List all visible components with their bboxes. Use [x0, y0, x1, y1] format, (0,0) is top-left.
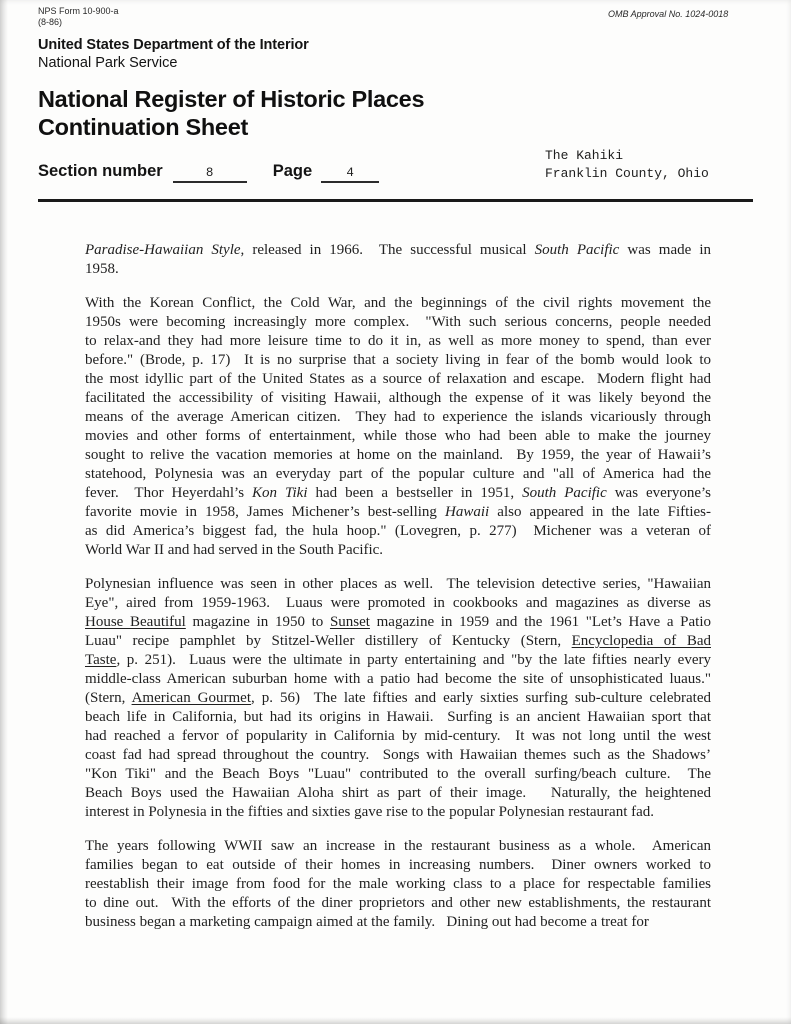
text-line [85, 803, 711, 822]
text-line [85, 503, 711, 522]
body-text-segment: as did America’s biggest fad, the hula hoop." (Lovegren, p. 277) Michener was a veteran of [85, 523, 711, 539]
text-line [85, 522, 711, 541]
body-text-segment: was everyone’s [606, 485, 711, 501]
body-text-segment: statehood, Polynesia was an everyday part of the popular culture and "all of America had the [85, 466, 711, 482]
text-line [85, 484, 711, 503]
document-title-line2: Continuation Sheet [38, 114, 249, 140]
body-text-segment: facilitated the accessibility of visiting Hawaii, although the expense of it was likely beyond the [85, 390, 711, 406]
text-line [85, 727, 711, 746]
body-text-segment: magazine in 1950 to [185, 614, 330, 630]
text-line [85, 427, 711, 446]
text-line [85, 294, 711, 313]
body-text-segment: coast fad had spread throughout the country. Songs with Hawaiian themes such as the Shadows’ [85, 747, 711, 763]
body-text-segment: means of the average American citizen. They had to experience the islands vicariously through [85, 409, 711, 425]
text-line [85, 313, 711, 332]
italic-text: Paradise-Hawaiian Style [85, 242, 241, 258]
body-text-segment: Polynesian influence was seen in other places as well. The television detective series, "Hawaiian [85, 576, 711, 592]
body-text-segment: movies and other forms of entertainment, while those who had been able to make the journey [85, 428, 711, 444]
text-line [85, 351, 711, 370]
text-line [85, 913, 711, 932]
text-line [85, 856, 711, 875]
form-number: NPS Form 10-900-a [38, 6, 119, 16]
agency-subtitle: National Park Service [38, 55, 178, 71]
body-text-segment: magazine in 1959 and the 1961 "Let’s Have a Patio [369, 614, 711, 630]
body-text-segment: business began a marketing campaign aimed at the family. Dining out had become a treat for [85, 914, 649, 930]
body-text-segment: 1950s were becoming increasingly more complex. "With such serious concerns, people needed [85, 314, 711, 330]
body-text-segment: sought to relive the vacation memories at home on the mainland. By 1959, the year of Hawaii’s [85, 447, 711, 463]
text-line [85, 875, 711, 894]
body-text-segment: reestablish their image from food for the male working class to a place for respectable families [85, 876, 711, 892]
form-revision: (8-86) [38, 17, 63, 27]
text-line [85, 613, 711, 632]
property-name: The Kahiki [545, 148, 624, 163]
document-title-line1: National Register of Historic Places [38, 86, 425, 112]
body-text-segment: had been a bestseller in 1951, [307, 485, 523, 501]
text-line [85, 446, 711, 465]
body-text-segment: families began to eat outside of their homes in increasing numbers. Diner owners worked to [85, 857, 711, 873]
text-line [85, 894, 711, 913]
omb-approval: OMB Approval No. 1024-0018 [608, 9, 729, 19]
text-line [85, 260, 711, 279]
italic-text: Hawaii [445, 504, 490, 520]
body-text-segment: before." (Brode, p. 17) It is no surprise that a society living in fear of the bomb would look to [85, 352, 711, 368]
body-text-segment: Beach Boys used the Hawaiian Aloha shirt as part of their image. Naturally, the heightened [85, 785, 711, 801]
text-line [85, 332, 711, 351]
text-line [85, 541, 711, 560]
underlined-text: Taste [85, 652, 117, 668]
underlined-text: House Beautiful [85, 614, 186, 630]
text-line [85, 651, 711, 670]
text-line [85, 408, 711, 427]
body-text-segment: , p. 56) The late fifties and early sixties surfing sub-culture celebrated [251, 690, 711, 706]
underlined-text: American Gourmet [131, 690, 251, 706]
italic-text: Kon Tiki [252, 485, 308, 501]
underlined-text: Encyclopedia of Bad [571, 633, 711, 649]
body-text-segment: 1958. [85, 261, 119, 277]
paragraph [85, 837, 711, 932]
italic-text: South Pacific [534, 242, 620, 258]
property-identification [545, 147, 709, 182]
body-text-segment: , p. 251). Luaus were the ultimate in party entertaining and "by the late fifties nearly every [116, 652, 711, 668]
body-text-segment: "Kon Tiki" and the Beach Boys "Luau" contributed to the overall surfing/beach culture. The [85, 766, 711, 782]
body-text-segment: to dine out. With the efforts of the diner proprietors and other new establishments, the restaurant [85, 895, 711, 911]
section-number-field: 8 [173, 166, 247, 183]
property-location: Franklin County, Ohio [545, 165, 709, 181]
section-number-label: Section number [38, 162, 163, 180]
body-text-segment: The years following WWII saw an increase in the restaurant business as a whole. American [85, 838, 711, 854]
document-body [85, 241, 711, 947]
agency-name: United States Department of the Interior [38, 37, 309, 53]
body-text-segment: interest in Polynesia in the fifties and sixties gave rise to the popular Polynesian restaurant fad. [85, 804, 655, 820]
document-title [38, 85, 424, 141]
body-text-segment: was made in [619, 242, 712, 258]
text-line [85, 575, 711, 594]
text-line [85, 670, 711, 689]
paragraph [85, 241, 711, 279]
paragraph [85, 294, 711, 560]
body-text-segment: had reached a fervor of popularity in California by mid-century. It was not long until the west [85, 728, 711, 744]
body-text-segment: With the Korean Conflict, the Cold War, and the beginnings of the civil rights movement the [85, 295, 711, 311]
text-line [85, 370, 711, 389]
body-text-segment: also appeared in the late Fifties- [489, 504, 711, 520]
body-text-segment: middle-class American suburban home with a patio had become the site of unsophisticated luaus." [85, 671, 711, 687]
body-text-segment: fever. Thor Heyerdahl’s [85, 485, 253, 501]
body-text-segment: (Stern, [85, 690, 132, 706]
form-number-block [38, 6, 119, 28]
page-number-field: 4 [321, 166, 379, 183]
body-text-segment: the most idyllic part of the United States as a source of relaxation and escape. Modern flight had [85, 371, 711, 387]
italic-text: South Pacific [522, 485, 607, 501]
text-line [85, 389, 711, 408]
text-line [85, 746, 711, 765]
body-text-segment: , released in 1966. The successful musical [240, 242, 535, 258]
underlined-text: Sunset [329, 614, 370, 630]
body-text-segment: beach life in California, but had its origins in Hawaii. Surfing is an ancient Hawaiian sport that [85, 709, 711, 725]
text-line [85, 765, 711, 784]
body-text-segment: World War II and had served in the South Pacific. [85, 542, 384, 558]
header-divider-rule [38, 199, 753, 202]
body-text-segment: Eye", aired from 1959-1963. Luaus were promoted in cookbooks and magazines as diverse as [85, 595, 711, 611]
text-line [85, 837, 711, 856]
text-line [85, 708, 711, 727]
section-page-row [38, 162, 379, 183]
body-text-segment: to relax-and they had more leisure time to do it in, as well as more money to spend, than ever [85, 333, 711, 349]
page-label: Page [272, 162, 313, 180]
text-line [85, 594, 711, 613]
text-line [85, 632, 711, 651]
text-line [85, 241, 711, 260]
body-text-segment: favorite movie in 1958, James Michener’s best-selling [85, 504, 446, 520]
text-line [85, 465, 711, 484]
paragraph [85, 575, 711, 822]
text-line [85, 784, 711, 803]
body-text-segment: Luau" recipe pamphlet by Stitzel-Weller distillery of Kentucky (Stern, [85, 633, 572, 649]
text-line [85, 689, 711, 708]
